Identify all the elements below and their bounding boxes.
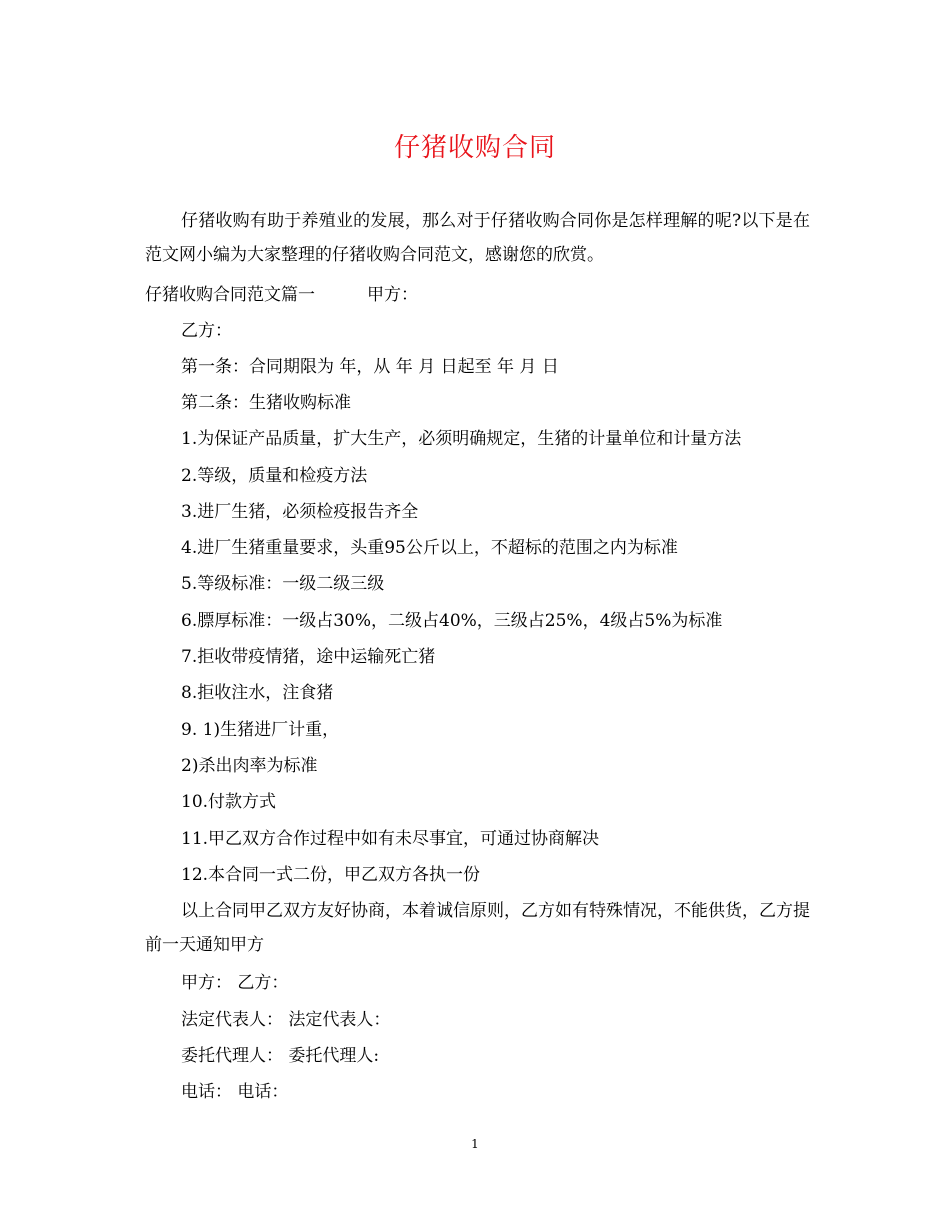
list-item: 5.等级标准：一级二级三级 (181, 574, 385, 594)
list-item: 4.进厂生猪重量要求，头重95公斤以上，不超标的范围之内为标准 (181, 538, 678, 558)
list-item: 6.膘厚标准：一级占30%，二级占40%，三级占25%，4级占5%为标准 (181, 611, 723, 631)
list-item: 2.等级，质量和检疫方法 (181, 466, 368, 486)
list-item: 1.为保证产品质量，扩大生产，必须明确规定，生猪的计量单位和计量方法 (181, 429, 742, 449)
list-item: 8.拒收注水，注食猪 (181, 683, 334, 703)
section-heading-line (145, 278, 418, 312)
list-item: 10.付款方式 (181, 792, 277, 812)
closing-paragraph: 以上合同甲乙双方友好协商，本着诚信原则，乙方如有特殊情况，不能供货，乙方提前一天通知甲方 (145, 901, 810, 955)
document-title: 仔猪收购合同 (393, 133, 556, 163)
article-2: 第二条：生猪收购标准 (181, 393, 351, 413)
list-item: 9. 1)生猪进厂计重， (181, 720, 340, 740)
list-item: 11.甲乙双方合作过程中如有未尽事宜，可通过协商解决 (181, 829, 600, 849)
list-item: 3.进厂生猪，必须检疫报告齐全 (181, 502, 419, 522)
signature-line: 法定代表人： 法定代表人： (181, 1010, 391, 1030)
signature-line: 甲方： 乙方： (181, 973, 289, 993)
intro-paragraph: 仔猪收购有助于养殖业的发展，那么对于仔猪收购合同你是怎样理解的呢?以下是在范文网小编为大家整理的仔猪收购合同范文，感谢您的欣赏。 (145, 211, 810, 265)
party-b-label: 乙方： (181, 321, 232, 341)
page-number: 1 (471, 1137, 479, 1151)
list-item: 12.本合同一式二份，甲乙双方各执一份 (181, 865, 481, 885)
list-item: 7.拒收带疫情猪，途中运输死亡猪 (181, 647, 436, 667)
party-a-label: 甲方： (367, 285, 418, 305)
section-heading: 仔猪收购合同范文篇一 (145, 285, 315, 305)
signature-line: 委托代理人： 委托代理人: (181, 1046, 380, 1066)
article-1: 第一条：合同期限为 年，从 年 月 日起至 年 月 日 (181, 357, 559, 377)
signature-line: 电话： 电话： (181, 1082, 289, 1102)
list-item: 2)杀出肉率为标准 (181, 756, 318, 776)
